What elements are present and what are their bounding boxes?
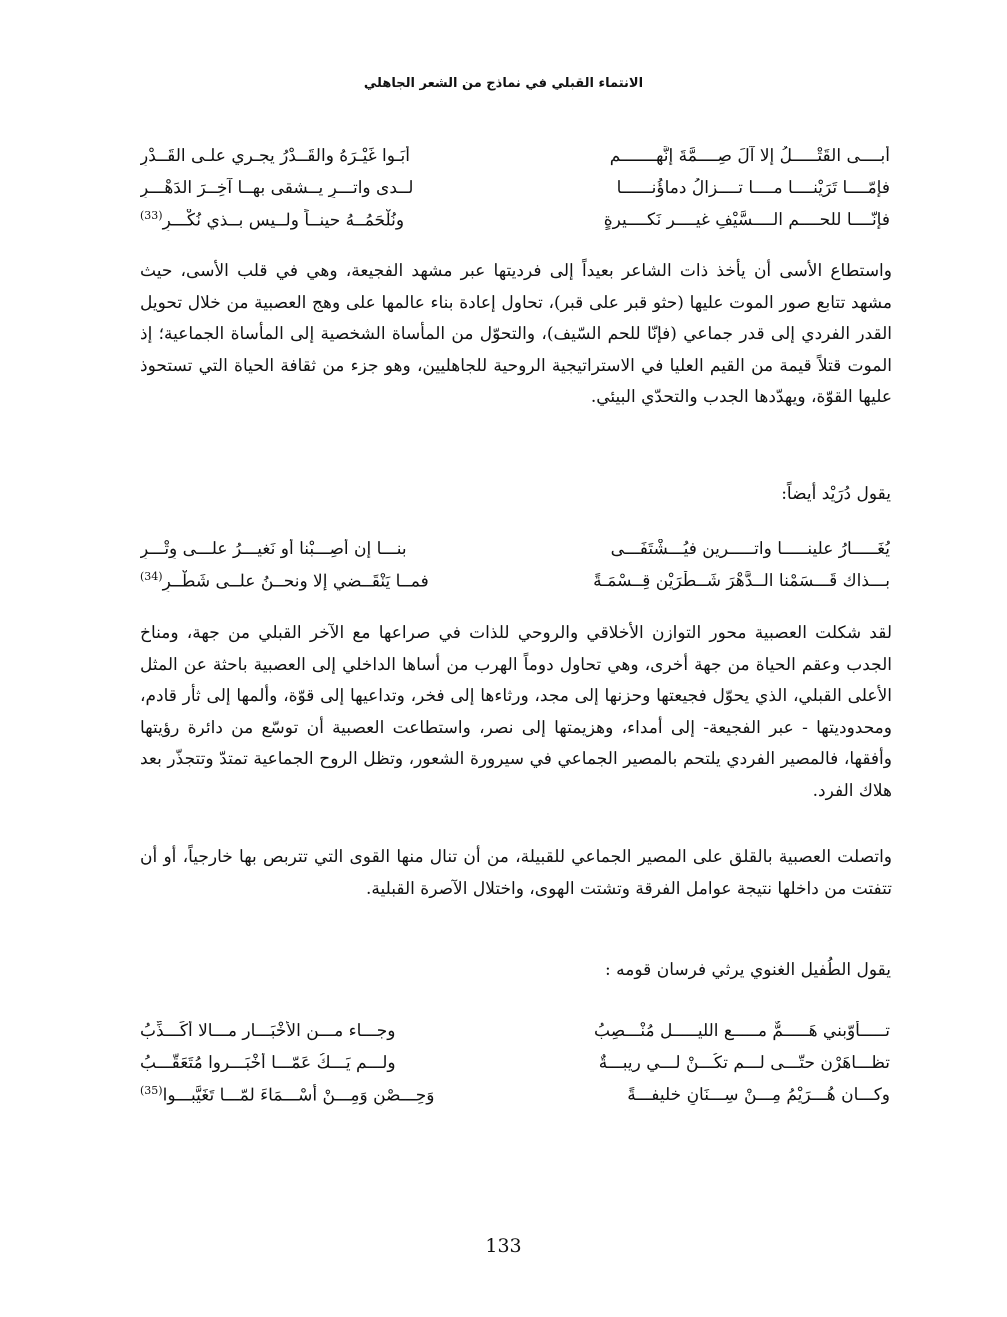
footnote-ref: (33) [140,209,163,223]
verse-first-hemistich: فإنّــــا للحــــم الــــسَّيْفِ غيــــر نَكــــيرةٍ [603,210,890,230]
verse-first-hemistich: تظـــاهَرْن حتّـــى لـــم تكُـــنْ لـــي ريبـــةٌ [598,1053,890,1073]
verse-second-hemistich: أَبَـوا غَيْـرَهُ والقَــدْرُ يجـري علـى القَــدْرِ [140,146,410,166]
verse-second-hemistich [140,1084,520,1106]
verse [140,172,890,204]
verse-text: وَحِـــصْنٍ وَمِـــنْ أسْـــمَاءَ لمّـــا تَغَيَّبـــوا [162,1085,435,1106]
verse-text: فمــا يَنْقَــضي إلا ونحــنُ علــى شَطْــرِ [162,571,429,592]
verse-second-hemistich: وجـــاء مـــن الأخْبَـــار مـــالا أُكَـــذِّبُ [140,1021,396,1041]
verse-first-hemistich: أبــــى القَتْـــــلُ إلا آلَ صِــــمَّةَ إنَّهـــــــم [609,146,890,166]
verse [140,1047,890,1079]
verse-first-hemistich: بـــذاك قَـــسَمْنا الــدَّهْرَ شَــطْرَيْنِ قِــسْمَـةً [593,571,890,591]
verse-second-hemistich [140,209,520,231]
verse-first-hemistich: يُغَـــــارُ علينـــــا واتـــــرين فيُـــشْتَفَـــى [610,539,890,559]
verse [140,533,890,565]
poem-block-3 [140,1015,890,1111]
quote-intro: يقول دُرَيْد أيضاً: [781,484,891,504]
verse [140,140,890,172]
verse-first-hemistich: فإمّــــا تَرَيْنــــا مــــا تــــزالُ دماؤُنــــــا [616,178,890,198]
verse-first-hemistich: وكـــان هُـــرَيْمُ مِـــنْ سِـــنَانٍ خليفـــةً [627,1085,890,1105]
verse [140,1079,890,1111]
quote-intro: يقول الطُفيل الغنوي يرثي فرسان قومه : [605,960,891,980]
poem-block-2 [140,533,890,597]
verse-text: ونُلْحَمُــهُ حينــاً ولــيس بــذي نُكْـــرِ [162,210,405,231]
verse-second-hemistich: لــدى واتـــرٍ يــشقى بهــا آخِــرَ الدَهْـــرِ [140,178,414,198]
body-paragraph: لقد شكلت العصبية محور التوازن الأخلاقي والروحي للذات في صراعها مع الآخر القبلي من جهة، ومناخ الجدب وعقم الحياة من جهة أخرى، وهي تحاول دوماً الهرب من أساها الداخلي إلى العصبية باحثة عن المثل الأعلى القبلي، الذي يحوّل فجيعتها وحزنها إلى مجد، ورثاءها إلى فخر، وتداعيها إلى قوّة، وألمها إلى ثأر قادم، ومحدوديتها - عبر الفجيعة- إلى أمداء، وهزيمتها إلى نصر، واستطاعت العصبية أن توسّع من دائرة رؤيتها وأفقها، فالمصير الفردي يلتحم بالمصير الجماعي في سيرورة الشعور، وتظل الروح الجماعية تمتدّ وتتجذّر بعد هلاك الفرد. [140,623,892,801]
footnote-ref: (34) [140,570,163,584]
poem-block-1 [140,140,890,236]
running-header: الانتماء القبلي في نماذج من الشعر الجاهلي [363,76,644,91]
body-paragraph: واستطاع الأسى أن يأخذ ذات الشاعر بعيداً إلى فرديتها عبر مشهد الفجيعة، وهي في قلب الأسى، حيث مشهد تتابع صور الموت عليها (حثو قبر على قبر)، تحاول إعادة بناء عالمها على وهج العصبية من خلال تحويل القدر الفردي إلى قدر جماعي (فإنّا للحم السّيف)، والتحوّل من المأساة الشخصية إلى المأساة الجماعية؛ إذ الموت قتلاً قيمة من القيم العليا في الاستراتيجية الروحية للجاهليين، وهو جزء من ثقافة الحياة التي تستحوذ عليها القوّة، ويهدّدها الجدب والتحدّي البيئي. [140,261,892,407]
verse [140,204,890,236]
verse-second-hemistich: ولـــم يَـــكُ عَمّـــا أخْبَـــروا مُتَعَقَّـــبُ [140,1053,396,1073]
verse [140,1015,890,1047]
verse-second-hemistich: بنـــا إن أُصِـــبْنا أو نَغيـــرُ علـــى وِتْـــرِ [140,539,407,559]
body-paragraph: واتصلت العصبية بالقلق على المصير الجماعي للقبيلة، من أن تنال منها القوى التي تتربص بها خارجياً، أو أن تتفتت من داخلها نتيجة عوامل الفرقة وتشتت الهوى، واختلال الآصرة القبلية. [140,847,892,899]
verse-second-hemistich [140,570,520,592]
verse-first-hemistich: تـــــأوّبني هَـــــمٌّ مـــــع الليـــــل مُنْـــصِبُ [594,1021,890,1041]
footnote-ref: (35) [140,1084,163,1098]
verse [140,565,890,597]
page-number: 133 [485,1235,522,1257]
